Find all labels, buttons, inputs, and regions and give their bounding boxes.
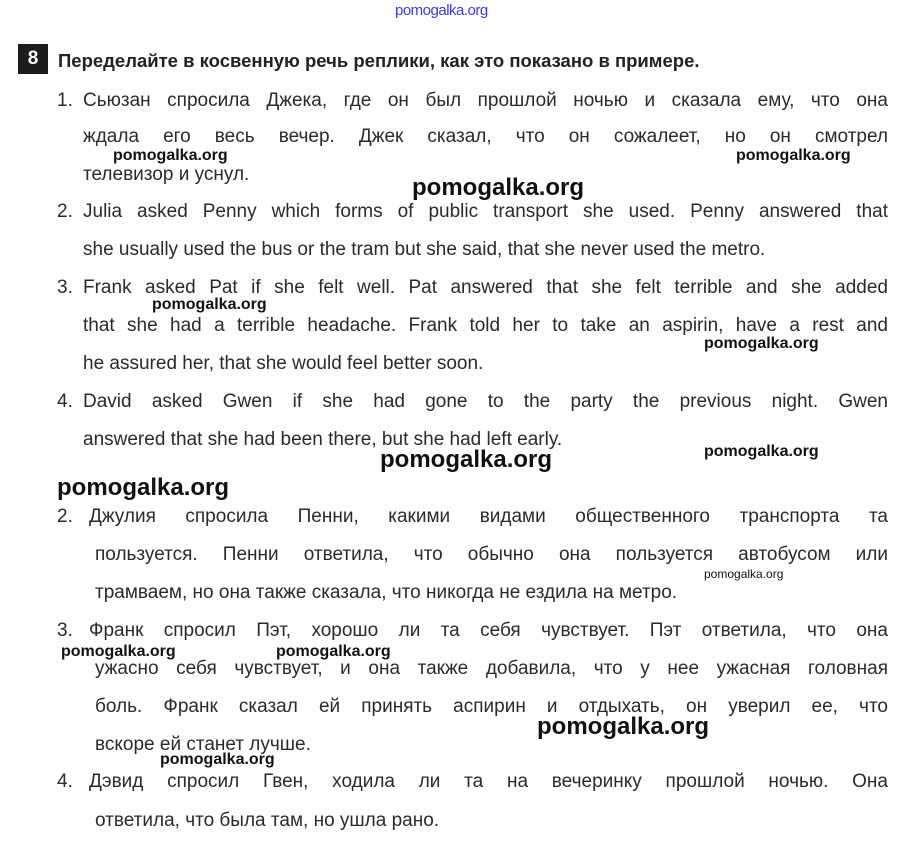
watermark: pomogalka.org — [537, 713, 710, 740]
item-number: 3. — [57, 620, 73, 641]
exercise-instruction: Переделайте в косвенную речь реплики, как это показано в примере. — [58, 50, 700, 71]
item-number: 1. — [57, 90, 73, 111]
item-line: телевизор и уснул. — [83, 164, 250, 185]
item-line: пользуется. Пенни ответила, что обычно она пользуется автобусом или — [95, 544, 888, 565]
item-line: that she had a terrible headache. Frank told her to take an aspirin, have a rest and — [83, 315, 888, 336]
item-line: David asked Gwen if she had gone to the party the previous night. Gwen — [83, 391, 888, 412]
item-number: 2. — [57, 506, 73, 527]
item-line: трамваем, но она также сказала, что никогда не ездила на метро. — [95, 582, 678, 603]
watermark: pomogalka.org — [160, 751, 275, 768]
item-line: he assured her, that she would feel better soon. — [83, 353, 484, 374]
item-line: ждала его весь вечер. Джек сказал, что он сожалеет, но он смотрел — [83, 126, 888, 147]
item-line: боль. Франк сказал ей принять аспирин и отдыхать, он уверил ее, что — [95, 696, 888, 717]
watermark: pomogalka.org — [61, 643, 176, 660]
item-line: Frank asked Pat if she felt well. Pat answered that she felt terrible and she added — [83, 277, 888, 298]
watermark: pomogalka.org — [395, 2, 488, 19]
watermark: pomogalka.org — [412, 174, 585, 201]
item-number: 4. — [57, 391, 73, 412]
item-line: Сьюзан спросила Джека, где он был прошлой ночью и сказала ему, что она — [83, 90, 888, 111]
item-line: answered that she had been there, but she had left early. — [83, 429, 563, 450]
watermark: pomogalka.org — [704, 335, 819, 352]
watermark: pomogalka.org — [276, 643, 391, 660]
item-line: ужасно себя чувствует, и она также добавила, что у нее ужасная головная — [95, 658, 888, 679]
watermark: pomogalka.org — [736, 147, 851, 164]
watermark: pomogalka.org — [113, 147, 228, 164]
watermark: pomogalka.org — [380, 446, 553, 473]
item-line: вскоре ей станет лучше. — [95, 734, 311, 755]
watermark: pomogalka.org — [704, 567, 784, 581]
item-line: Франк спросил Пэт, хорошо ли та себя чувствует. Пэт ответила, что она — [89, 620, 888, 641]
exercise-number: 8 — [18, 44, 48, 74]
item-line: Дэвид спросил Гвен, ходила ли та на вечеринку прошлой ночью. Она — [89, 771, 888, 792]
item-line: Julia asked Penny which forms of public transport she used. Penny answered that — [83, 201, 888, 222]
watermark: pomogalka.org — [57, 474, 230, 501]
watermark: pomogalka.org — [704, 443, 819, 460]
watermark: pomogalka.org — [152, 296, 267, 313]
item-line: ответила, что была там, но ушла рано. — [95, 810, 440, 831]
item-line: Джулия спросила Пенни, какими видами общественного транспорта та — [89, 506, 888, 527]
item-number: 3. — [57, 277, 73, 298]
item-line: she usually used the bus or the tram but she said, that she never used the metro. — [83, 239, 766, 260]
item-number: 4. — [57, 771, 73, 792]
item-number: 2. — [57, 201, 73, 222]
